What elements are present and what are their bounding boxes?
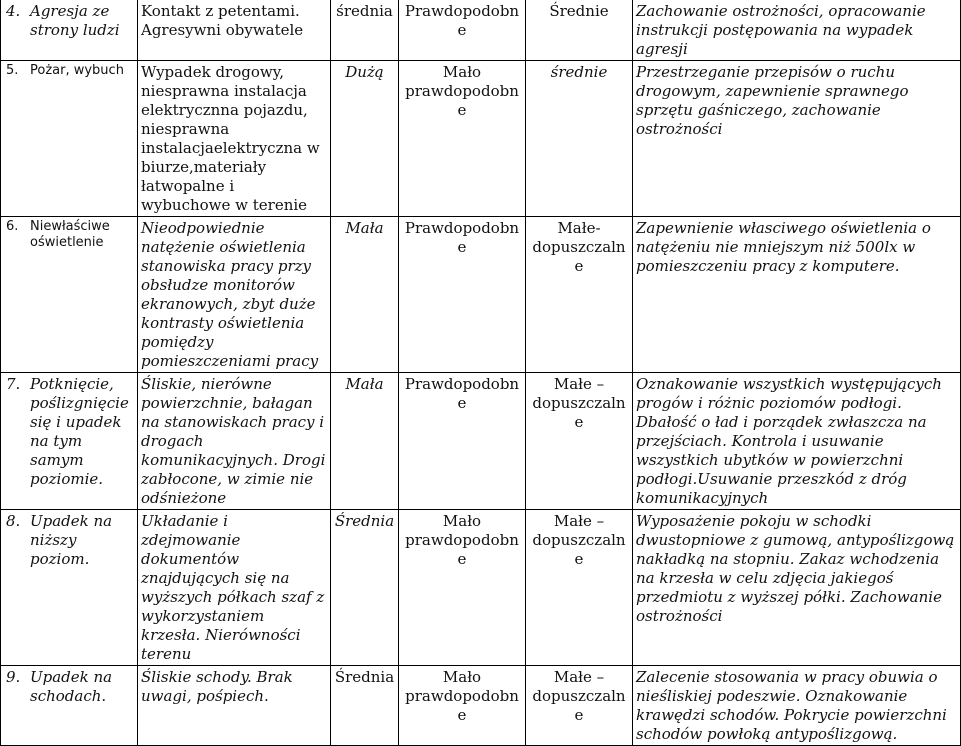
consequence-cell [331, 217, 399, 373]
risk-cell [526, 217, 633, 373]
consequence-cell [331, 666, 399, 746]
hazard-text: Upadek na niższy poziom. [30, 512, 113, 568]
measures-cell [633, 373, 961, 510]
hazard-text: Niewłaściwe oświetlenie [30, 219, 110, 250]
probability-text: Mało prawdopodobne [405, 668, 519, 724]
measures-text: Przestrzeganie przepisów o ruchu drogowym, zapewnienie sprawnego sprzętu gaśniczego, zachowanie ostrożności [636, 63, 909, 138]
risk-text: średnie [550, 63, 608, 81]
probability-cell [399, 0, 526, 61]
risk-cell [526, 61, 633, 217]
row-number: 6. [6, 219, 19, 234]
cause-text: Układanie i zdejmowanie dokumentów znajdujących się na wyższych półkach szaf z wykorzystaniem krzesła. Nierówności terenu [141, 512, 325, 663]
risk-cell [526, 373, 633, 510]
measures-text: Wyposażenie pokoju w schodki dwustopniowe z gumową, antypoślizgową nakładką na stopniu. Zakaz wchodzenia na krzesła w celu zdjęcia jakiegoś przedmiotu z wyższej półki. Zachowanie ostrożności [636, 512, 955, 625]
row-number: 5. [6, 63, 19, 78]
consequence-text: Średnia [334, 512, 395, 530]
measures-cell [633, 510, 961, 666]
cause-text: Śliskie, nierówne powierzchnie, bałagan na stanowiskach pracy i drogach komunikacyjnych. Drogi zabłocone, w zimie nie odśnieżone [141, 375, 326, 507]
table-row [1, 217, 961, 373]
hazard-cell [1, 510, 138, 666]
table-row [1, 510, 961, 666]
probability-text: Prawdopodobne [404, 219, 520, 256]
cause-text: Kontakt z petentami. Agresywni obywatele [141, 2, 304, 39]
cause-cell [138, 666, 331, 746]
consequence-text: Mała [345, 375, 384, 393]
hazard-text: Agresja ze strony ludzi [30, 2, 120, 39]
risk-text: Małe – dopuszczalne [532, 375, 626, 431]
risk-text: Małe-dopuszczalne [532, 219, 626, 275]
consequence-text: Mała [345, 219, 384, 237]
cause-cell [138, 510, 331, 666]
consequence-text: średnia [336, 2, 393, 20]
measures-cell [633, 0, 961, 61]
measures-text: Oznakowanie wszystkich występujących progów i różnic poziomów podłogi. Dbałość o ład i porządek zwłaszcza na przejściach. Kontrola i usuwanie wszystkich ubytków w powierzchni podłogi.Usuwanie przeszkód z dróg komunikacyjnych [636, 375, 942, 507]
consequence-cell [331, 0, 399, 61]
table-row [1, 373, 961, 510]
probability-cell [399, 373, 526, 510]
cause-cell [138, 373, 331, 510]
row-number: 9. [6, 668, 21, 686]
risk-text: Średnie [549, 2, 609, 20]
probability-cell [399, 666, 526, 746]
hazard-cell [1, 61, 138, 217]
cause-cell [138, 217, 331, 373]
cause-text: Wypadek drogowy, niesprawna instalacja elektrycznna pojazdu, niesprawna instalacjaelektryczna w biurze,materiały łatwopalne i wybuchowe w terenie [141, 63, 320, 214]
row-number: 8. [6, 512, 21, 530]
hazard-cell [1, 217, 138, 373]
measures-cell [633, 61, 961, 217]
hazard-cell [1, 666, 138, 746]
hazard-text: Upadek na schodach. [30, 668, 113, 705]
row-number: 4. [6, 2, 21, 20]
consequence-cell [331, 373, 399, 510]
measures-text: Zalecenie stosowania w pracy obuwia o nieśliskiej podeszwie. Oznakowanie krawędzi schodów. Pokrycie powierzchni schodów powłoką antypoślizgową. [636, 668, 947, 743]
measures-cell [633, 217, 961, 373]
risk-cell [526, 0, 633, 61]
consequence-text: Dużą [345, 63, 384, 81]
risk-text: Małe – dopuszczalne [532, 668, 626, 724]
cause-text: Śliskie schody. Brak uwagi, pośpiech. [141, 668, 293, 705]
measures-text: Zachowanie ostrożności, opracowanie instrukcji postępowania na wypadek agresji [636, 2, 926, 58]
measures-text: Zapewnienie własciwego oświetlenia o natężeniu nie mniejszym niż 500lx w pomieszczeniu pracy z komputere. [636, 219, 931, 275]
cause-cell [138, 0, 331, 61]
probability-cell [399, 510, 526, 666]
probability-text: Mało prawdopodobne [405, 63, 519, 119]
consequence-cell [331, 61, 399, 217]
risk-cell [526, 510, 633, 666]
probability-text: Mało prawdopodobne [405, 512, 519, 568]
hazard-cell [1, 373, 138, 510]
row-number: 7. [6, 375, 21, 393]
probability-text: Prawdopodobne [404, 375, 520, 412]
risk-text: Małe – dopuszczalne [532, 512, 626, 568]
consequence-text: Średnia [334, 668, 395, 686]
probability-cell [399, 61, 526, 217]
table-row [1, 61, 961, 217]
hazard-text: Pożar, wybuch [30, 63, 124, 78]
risk-cell [526, 666, 633, 746]
hazard-text: Potknięcie, poślizgnięcie się i upadek na tym samym poziomie. [30, 375, 129, 488]
measures-cell [633, 666, 961, 746]
table-row [1, 0, 961, 61]
cause-cell [138, 61, 331, 217]
probability-text: Prawdopodobne [404, 2, 520, 39]
probability-cell [399, 217, 526, 373]
cause-text: Nieodpowiednie natężenie oświetlenia stanowiska pracy przy obsłudze monitorów ekranowych, zbyt duże kontrasty oświetlenia pomiędzy pomieszczeniami pracy [141, 219, 319, 370]
hazard-cell [1, 0, 138, 61]
consequence-cell [331, 510, 399, 666]
table-row [1, 666, 961, 746]
